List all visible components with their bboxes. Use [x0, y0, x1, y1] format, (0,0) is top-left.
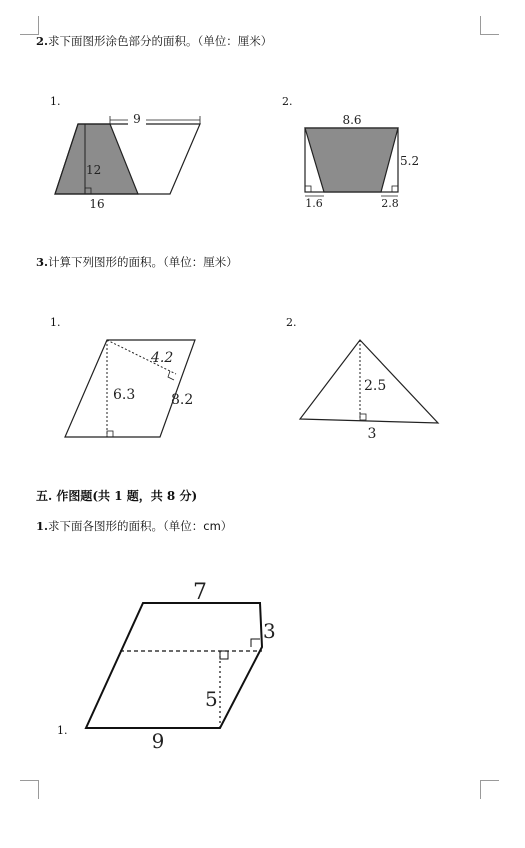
question-3-title — [36, 254, 238, 270]
question-2-text: 求下面图形涂色部分的面积。（单位：厘米） — [48, 34, 273, 48]
section-5-question-1-title — [36, 518, 232, 534]
right-angle-mark-right — [392, 186, 398, 192]
section-5-side-label: 3 — [263, 619, 276, 643]
shaded-trapezoid — [55, 124, 138, 194]
q3-figure-1-parallelogram — [55, 332, 210, 447]
q2-fig2-right-label: 2.8 — [381, 197, 399, 210]
right-angle-mark-side — [251, 639, 260, 647]
corner-mark-top-right — [480, 16, 499, 35]
right-angle-mark-left — [305, 186, 311, 192]
q2-figure-2-index: 2. — [282, 95, 293, 108]
q3-fig1-side-label: 8.2 — [171, 392, 194, 408]
corner-mark-bottom-right — [480, 780, 499, 799]
q2-fig1-top-label: 9 — [133, 112, 141, 126]
question-3-text: 计算下列图形的面积。（单位：厘米） — [48, 255, 238, 269]
section-5-composite-figure — [80, 572, 280, 757]
corner-mark-bottom-left — [20, 780, 39, 799]
q3-fig2-base-label: 3 — [367, 426, 377, 442]
q3-figure-2-index: 2. — [286, 316, 297, 329]
q2-figure-1-index: 1. — [50, 95, 61, 108]
q2-fig2-top-label: 8.6 — [342, 113, 362, 127]
q2-fig2-height-label: 5.2 — [400, 154, 420, 168]
q2-figure-1-parallelogram — [40, 110, 210, 215]
q3-fig1-height-label: 6.3 — [113, 387, 136, 403]
q2-fig2-left-label: 1.6 — [305, 197, 323, 210]
section-5-question-1-text: 求下面各图形的面积。（单位：cm） — [48, 519, 233, 533]
section-5-question-1-number: 1. — [36, 519, 49, 533]
q3-fig2-height-label: 2.5 — [364, 378, 387, 394]
question-2-title — [36, 33, 272, 49]
shaded-trapezoid — [305, 128, 398, 192]
question-2-number: 2. — [36, 34, 49, 48]
q3-fig1-slant-label: 4.2 — [151, 350, 174, 366]
q3-figure-2-triangle — [290, 332, 450, 447]
right-angle-mark-height — [220, 651, 228, 659]
q2-figure-2-rectangle — [290, 110, 430, 215]
q2-fig1-height-label: 12 — [86, 163, 102, 177]
right-angle-mark-base — [107, 431, 113, 437]
right-angle-mark — [360, 414, 366, 420]
section-5-height-label: 5 — [205, 687, 218, 711]
section-5-base-label: 9 — [151, 729, 165, 753]
q2-fig1-base-label: 16 — [89, 197, 105, 211]
section-5-title: 五. 作图题(共 1 题，共 8 分) — [36, 489, 198, 503]
section-5-figure-index: 1. — [57, 724, 68, 737]
question-3-number: 3. — [36, 255, 49, 269]
outer-outline — [86, 603, 262, 728]
section-5-top-label: 7 — [193, 580, 207, 605]
q3-figure-1-index: 1. — [50, 316, 61, 329]
